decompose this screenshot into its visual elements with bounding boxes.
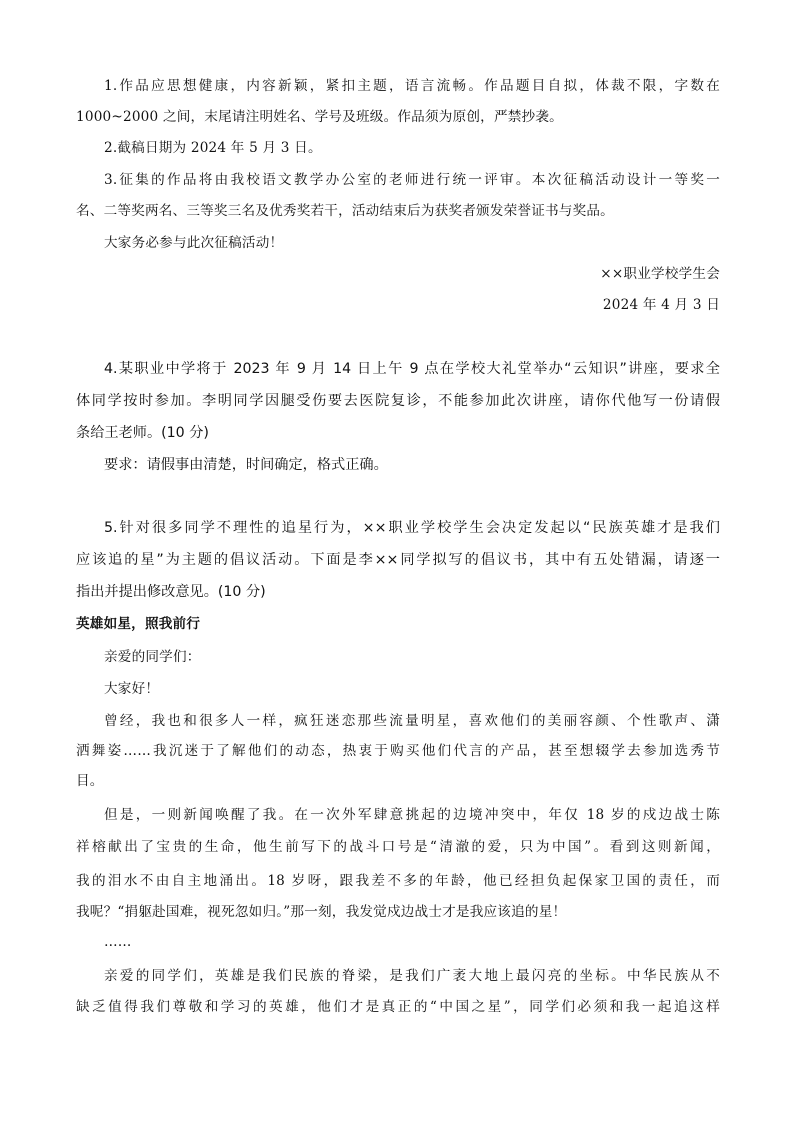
proposal-title: 英雄如星，照我前行 — [76, 616, 201, 632]
notice-item-2: 2.截稿日期为 2024 年 5 月 3 日。 — [104, 140, 322, 156]
question-5-line-3: 指出并提出修改意见。(10 分) — [76, 584, 266, 600]
notice-signature: ××职业学校学生会 — [600, 266, 720, 282]
proposal-greeting: 大家好！ — [104, 681, 160, 697]
proposal-p1-line-2: 洒舞姿……我沉迷于了解他们的动态，热衷于购买他们代言的产品，甚至想辍学去参加选秀节 — [76, 743, 720, 759]
proposal-p2-line-2: 祥榕献出了宝贵的生命，他生前写下的战斗口号是“清澈的爱，只为中国”。看到这则新闻， — [76, 839, 720, 855]
proposal-p1-line-3: 目。 — [76, 773, 104, 789]
notice-item-3-line-2: 名、二等奖两名、三等奖三名及优秀奖若干，活动结束后为获奖者颁发荣誉证书与奖品。 — [76, 203, 614, 219]
question-4-line-1: 4.某职业中学将于 2023 年 9 月 14 日上午 9 点在学校大礼堂举办“云知识”讲座，要求全 — [104, 361, 720, 377]
question-5-line-1: 5.针对很多同学不理性的追星行为，××职业学校学生会决定发起以“民族英雄才是我们 — [104, 520, 720, 536]
proposal-ellipsis: …… — [104, 934, 132, 950]
proposal-p2-line-1: 但是，一则新闻唤醒了我。在一次外军肆意挑起的边境冲突中，年仅 18 岁的戍边战士陈 — [104, 807, 720, 823]
question-4-line-2: 体同学按时参加。李明同学因腿受伤要去医院复诊，不能参加此次讲座，请你代他写一份请假 — [76, 393, 720, 409]
notice-item-1-line-2: 1000~2000 之间，末尾请注明姓名、学号及班级。作品须为原创，严禁抄袭。 — [76, 109, 563, 125]
notice-item-1-line-1: 1.作品应思想健康，内容新颖，紧扣主题，语言流畅。作品题目自拟，体裁不限，字数在 — [104, 78, 720, 94]
proposal-salutation: 亲爱的同学们： — [104, 649, 201, 665]
proposal-p3-line-1: 亲爱的同学们，英雄是我们民族的脊梁，是我们广袤大地上最闪亮的坐标。中华民族从不 — [104, 968, 720, 984]
proposal-p3-line-2: 缺乏值得我们尊敬和学习的英雄，他们才是真正的“中国之星”，同学们必须和我一起追这样 — [76, 999, 720, 1015]
question-4-requirement: 要求：请假事由清楚，时间确定，格式正确。 — [104, 457, 388, 473]
notice-date: 2024 年 4 月 3 日 — [602, 297, 720, 313]
question-4-line-3: 条给王老师。(10 分) — [76, 425, 209, 441]
proposal-p2-line-3: 我的泪水不由自主地涌出。18 岁呀，跟我差不多的年龄，他已经担负起保家卫国的责任，而 — [76, 873, 720, 889]
proposal-p1-line-1: 曾经，我也和很多人一样，疯狂迷恋那些流量明星，喜欢他们的美丽容颜、个性歌声、潇 — [104, 713, 720, 729]
notice-closing: 大家务必参与此次征稿活动！ — [104, 235, 284, 251]
proposal-p2-line-4: 我呢？“捐躯赴国难，视死忽如归。”那一刻，我发觉戍边战士才是我应该追的星！ — [76, 904, 567, 920]
question-5-line-2: 应该追的星”为主题的倡议活动。下面是李××同学拟写的倡议书，其中有五处错漏，请逐一 — [76, 552, 720, 568]
notice-item-3-line-1: 3.征集的作品将由我校语文教学办公室的老师进行统一评审。本次征稿活动设计一等奖一 — [104, 172, 720, 188]
